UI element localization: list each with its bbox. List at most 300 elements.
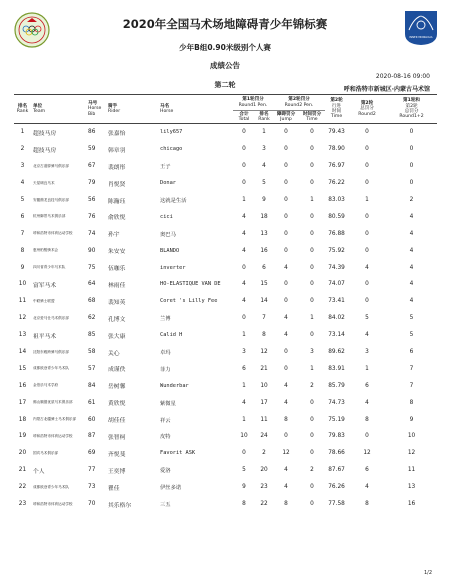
cell-horse: 兰博 xyxy=(160,316,171,323)
cell-round2-timepen: 0 xyxy=(310,129,314,136)
cell-round1-total: 0 xyxy=(242,146,246,153)
cell-round2-total: 0 xyxy=(365,163,369,170)
cell-bib: 67 xyxy=(88,163,96,170)
cell-rank: 23 xyxy=(18,501,27,508)
cell-round12-total: 4 xyxy=(409,230,414,237)
cell-bib: 90 xyxy=(88,247,96,254)
cell-horse: inverter xyxy=(160,264,186,271)
cell-round12-total: 16 xyxy=(407,501,416,508)
cell-round2-jump: 0 xyxy=(284,197,288,203)
cell-round1-total: 5 xyxy=(242,467,246,474)
cell-round2-timepen: 1 xyxy=(310,365,314,372)
cell-round1-rank: 22 xyxy=(260,501,268,508)
cell-horse: Calid H xyxy=(160,332,183,339)
cell-round1-total: 10 xyxy=(240,433,248,440)
cell-round2-timepen: 0 xyxy=(310,298,314,305)
cell-round1-rank: 3 xyxy=(262,146,266,153)
cell-round1-total: 4 xyxy=(242,213,246,220)
cell-round1-total: 8 xyxy=(242,501,246,508)
cell-team: 呼和浩特市体育运动学校 xyxy=(33,433,73,438)
cell-rider: 孙宇 xyxy=(108,232,120,239)
table-row xyxy=(14,445,437,462)
cell-rider: 朱安安 xyxy=(108,249,126,256)
cell-round2-jump: 0 xyxy=(284,365,288,372)
cell-time: 84.02 xyxy=(328,315,345,322)
cell-team: 个人 xyxy=(33,468,45,475)
cell-round1-rank: 6 xyxy=(262,264,266,271)
cell-time: 77.58 xyxy=(328,501,345,508)
cell-horse: Wunderbar xyxy=(160,382,189,389)
cell-bib: 58 xyxy=(88,349,96,356)
cell-bib: 85 xyxy=(88,332,96,339)
cell-team: 中联骑士联盟 xyxy=(33,298,55,303)
cell-round2-total: 8 xyxy=(365,501,369,508)
cell-round2-timepen: 0 xyxy=(310,484,314,491)
cell-round1-total: 4 xyxy=(242,399,246,406)
cell-horse: 菲力 xyxy=(160,366,171,373)
table-row xyxy=(14,141,437,158)
table-row xyxy=(14,360,437,377)
col-round1-rank: 排名 Rank xyxy=(255,111,273,124)
cell-round2-total: 8 xyxy=(365,416,369,423)
table-row xyxy=(14,208,437,225)
cell-round1-rank: 20 xyxy=(260,467,268,474)
cell-time: 76.26 xyxy=(328,484,345,491)
cell-round1-rank: 17 xyxy=(260,399,268,406)
cell-round12-total: 0 xyxy=(409,180,414,187)
cell-rank: 15 xyxy=(18,365,27,372)
cell-round2-timepen: 0 xyxy=(310,450,314,457)
cell-rank: 13 xyxy=(18,332,27,339)
cell-round1-rank: 5 xyxy=(262,180,266,187)
col-time: 第2轮 行进 时间 Time xyxy=(325,95,348,124)
cell-rider: 裴朗彤 xyxy=(108,164,126,171)
cell-horse: cici xyxy=(160,213,173,220)
cell-round12-total: 11 xyxy=(407,467,416,474)
table-row xyxy=(14,293,437,310)
cell-round12-total: 4 xyxy=(409,298,414,305)
cell-horse: 爱洛 xyxy=(160,468,171,475)
cell-time: 74.39 xyxy=(328,264,345,271)
cell-round2-total: 4 xyxy=(365,484,369,491)
page-number: 1/2 xyxy=(423,570,432,576)
cell-team: 国宾马术俱乐部 xyxy=(33,450,59,455)
cell-round1-rank: 16 xyxy=(260,247,268,254)
cell-round12-total: 8 xyxy=(409,399,414,406)
cell-round2-timepen: 0 xyxy=(310,230,314,237)
cell-round2-total: 0 xyxy=(365,298,369,305)
cell-round2-total: 4 xyxy=(365,264,369,271)
col-round2-total: 第2轮 总罚分 Round2 xyxy=(348,95,386,124)
cell-team: 天星调良马术 xyxy=(33,180,55,185)
cell-round2-total: 6 xyxy=(365,467,369,474)
table-row xyxy=(14,192,437,209)
cell-horse: 卓玛 xyxy=(160,350,171,357)
cell-team: 呼和浩特市体育运动学校 xyxy=(33,231,73,236)
cell-rank: 20 xyxy=(18,450,27,457)
cell-round2-timepen: 1 xyxy=(310,197,314,203)
cell-round1-rank: 15 xyxy=(260,281,268,288)
cell-time: 74.07 xyxy=(328,281,345,288)
cell-time: 73.14 xyxy=(328,332,345,339)
cell-round2-total: 0 xyxy=(365,146,369,153)
table-row xyxy=(14,327,437,344)
cell-rank: 4 xyxy=(20,180,25,187)
cell-round2-timepen: 0 xyxy=(310,247,314,254)
cell-round1-total: 0 xyxy=(242,315,246,322)
cell-round2-jump: 4 xyxy=(284,467,288,474)
cell-time: 89.62 xyxy=(328,349,345,356)
cell-round12-total: 6 xyxy=(409,349,414,356)
cell-round12-total: 4 xyxy=(409,264,414,271)
cell-round2-timepen: 2 xyxy=(310,382,314,389)
cell-rank: 10 xyxy=(18,281,27,288)
col-horse: 马名 Horse xyxy=(158,95,233,124)
cell-bib: 87 xyxy=(88,433,96,440)
cell-round12-total: 7 xyxy=(409,382,414,389)
cell-round1-total: 3 xyxy=(242,349,246,356)
cell-rank: 1 xyxy=(20,129,25,136)
round-label: 第二轮 xyxy=(214,81,236,89)
table-row xyxy=(14,344,437,361)
cell-round1-total: 9 xyxy=(242,484,246,491)
cell-round2-total: 1 xyxy=(365,197,369,203)
table-row xyxy=(14,411,437,428)
table-row xyxy=(14,462,437,479)
cell-team: 祖平马术 xyxy=(33,333,57,340)
cell-round2-jump: 0 xyxy=(284,213,288,220)
cell-round2-jump: 8 xyxy=(284,501,288,508)
cell-round12-total: 5 xyxy=(409,332,414,339)
cell-round12-total: 7 xyxy=(409,365,414,372)
cell-time: 80.59 xyxy=(328,213,345,220)
cell-round2-jump: 4 xyxy=(284,332,288,339)
cell-round2-jump: 8 xyxy=(284,416,288,423)
cell-horse: 紫微星 xyxy=(160,400,176,407)
cell-bib: 76 xyxy=(88,213,96,220)
cell-rank: 21 xyxy=(18,467,27,474)
cell-rider: 俞欣悦 xyxy=(108,215,126,222)
cell-rider: 黄欣悦 xyxy=(108,401,126,408)
table-row xyxy=(14,158,437,175)
cell-round2-timepen: 0 xyxy=(310,433,314,440)
cell-rider: 齐悦斐 xyxy=(108,451,126,458)
cell-rider: 关心 xyxy=(108,350,120,357)
cell-round2-jump: 0 xyxy=(284,298,288,305)
cell-team: 成都欧登青少年马术队 xyxy=(33,366,69,371)
cell-round1-rank: 7 xyxy=(262,315,266,322)
cell-rider: 伍咖乐 xyxy=(108,266,126,273)
cell-round1-rank: 8 xyxy=(262,332,266,339)
cell-rank: 11 xyxy=(18,298,27,305)
cell-rank: 22 xyxy=(18,484,27,491)
cell-round1-rank: 10 xyxy=(260,382,268,389)
col-group-round2: 第2轮罚分 Round2 Pen. xyxy=(273,95,325,111)
cell-time: 83.91 xyxy=(328,365,345,372)
cell-round12-total: 0 xyxy=(409,146,414,153)
cell-time: 75.19 xyxy=(328,416,345,423)
col-rider: 骑手 Rider xyxy=(106,95,158,124)
cell-horse: BLANDO xyxy=(160,247,180,254)
table-row xyxy=(14,377,437,394)
cell-round1-total: 1 xyxy=(242,382,246,389)
cell-round12-total: 4 xyxy=(409,213,414,220)
cell-time: 79.43 xyxy=(328,129,345,136)
cell-horse: HO-ELASTIQUE VAN DE xyxy=(160,281,221,288)
cell-round2-timepen: 0 xyxy=(310,146,314,153)
table-row xyxy=(14,276,437,293)
cell-round1-total: 4 xyxy=(242,298,246,305)
cell-team: 内蒙古北疆骑士马术俱乐部 xyxy=(33,417,77,422)
cell-round1-rank: 9 xyxy=(262,197,266,203)
table-row xyxy=(14,428,437,445)
cell-bib: 68 xyxy=(88,298,96,305)
cell-rank: 5 xyxy=(20,197,25,203)
cell-bib: 74 xyxy=(88,230,96,237)
results-notice: 成绩公告 xyxy=(210,61,240,70)
cell-round1-total: 4 xyxy=(242,247,246,254)
cell-round1-total: 1 xyxy=(242,416,246,423)
event-venue: 呼和浩特市新城区·内蒙古马术馆 xyxy=(343,86,430,93)
event-datetime: 2020-08-16 09:00 xyxy=(375,73,430,80)
cell-round2-total: 0 xyxy=(365,213,369,220)
cell-rider: 陈瀚珏 xyxy=(108,198,126,205)
cell-round2-total: 0 xyxy=(365,433,369,440)
cell-round1-total: 6 xyxy=(242,365,246,372)
cell-rank: 14 xyxy=(18,349,27,356)
cell-rider: 胡佳佳 xyxy=(108,418,126,425)
cell-round12-total: 4 xyxy=(409,281,414,288)
cell-round1-total: 0 xyxy=(242,180,246,187)
cell-round1-rank: 11 xyxy=(260,416,268,423)
cell-bib: 59 xyxy=(88,146,96,153)
cell-round2-timepen: 0 xyxy=(310,163,314,170)
cell-round2-total: 0 xyxy=(365,281,369,288)
cell-round1-total: 1 xyxy=(242,197,246,203)
logo-text-top: 内蒙古 xyxy=(414,13,428,18)
cell-team: 成都欧登青少年马术队 xyxy=(33,484,69,489)
cell-bib: 84 xyxy=(88,382,96,389)
cell-rank: 6 xyxy=(20,213,25,220)
cell-horse: lily657 xyxy=(160,129,183,136)
cell-round12-total: 9 xyxy=(409,416,414,423)
cell-round2-jump: 0 xyxy=(284,433,288,440)
cell-round2-total: 4 xyxy=(365,399,369,406)
cell-time: 76.97 xyxy=(328,163,345,170)
cell-round1-total: 0 xyxy=(242,450,246,457)
col-round2-timepen: 时间罚分 Time xyxy=(299,111,325,124)
cell-horse: 奥巴马 xyxy=(160,231,176,238)
cell-bib: 64 xyxy=(88,281,96,288)
cell-round2-jump: 0 xyxy=(284,180,288,187)
cell-bib: 57 xyxy=(88,365,96,372)
cell-time: 76.22 xyxy=(328,180,345,187)
cell-rider: 王奕博 xyxy=(108,468,126,475)
cell-round2-total: 0 xyxy=(365,247,369,254)
cell-round2-total: 6 xyxy=(365,382,369,389)
cell-rider: 张智柯 xyxy=(108,434,126,441)
cell-round2-timepen: 0 xyxy=(310,416,314,423)
cell-round2-timepen: 0 xyxy=(310,264,314,271)
cell-round2-total: 0 xyxy=(365,129,369,136)
cell-team: 四川省青少年马术队 xyxy=(33,265,66,270)
cell-team: 超技马房 xyxy=(33,130,57,137)
cell-round1-rank: 24 xyxy=(260,433,268,440)
cell-time: 73.41 xyxy=(328,298,345,305)
cell-bib: 56 xyxy=(88,197,96,203)
table-row xyxy=(14,175,437,192)
cell-rank: 9 xyxy=(20,264,25,271)
cell-bib: 62 xyxy=(88,315,96,322)
cell-round12-total: 13 xyxy=(407,484,416,491)
cell-round2-total: 0 xyxy=(365,180,369,187)
cell-round2-jump: 4 xyxy=(284,484,288,491)
cell-round1-total: 0 xyxy=(242,163,246,170)
cell-rank: 17 xyxy=(18,399,27,406)
results-table xyxy=(14,94,437,512)
cell-round1-total: 1 xyxy=(242,332,246,339)
cell-rider: 其乐格尔 xyxy=(108,502,132,509)
cell-round1-rank: 18 xyxy=(260,213,268,220)
cell-round2-timepen: 0 xyxy=(310,213,314,220)
cell-time: 78.90 xyxy=(328,146,345,153)
cell-rank: 19 xyxy=(18,433,27,440)
cell-round2-timepen: 0 xyxy=(310,332,314,339)
cell-round2-jump: 12 xyxy=(282,450,290,457)
cell-horse: Favorit ASK xyxy=(160,450,196,457)
col-round1-total: 合计 Total xyxy=(233,111,255,124)
col-rank: 排名 Rank xyxy=(14,95,31,124)
col-group-round1: 第1轮罚分 Round1 Pen. xyxy=(233,95,273,111)
cell-round2-jump: 0 xyxy=(284,281,288,288)
cell-round2-timepen: 0 xyxy=(310,281,314,288)
cell-round12-total: 4 xyxy=(409,247,414,254)
cell-rider: 裴知英 xyxy=(108,299,126,306)
cell-rider: 瞿佳 xyxy=(108,485,120,492)
cell-horse: 皮特 xyxy=(160,434,171,441)
cell-round2-total: 0 xyxy=(365,230,369,237)
cell-time: 83.03 xyxy=(328,197,345,203)
cell-round1-rank: 1 xyxy=(262,129,266,136)
cell-rider: 成谨佚 xyxy=(108,367,126,374)
table-row xyxy=(14,124,437,141)
cell-rider: 肖悦贤 xyxy=(108,181,126,188)
table-row xyxy=(14,259,437,276)
cell-round2-jump: 4 xyxy=(284,399,288,406)
cell-rank: 16 xyxy=(18,382,27,389)
cell-horse: Coret 's Lilly Fee xyxy=(160,298,218,305)
cell-round1-rank: 2 xyxy=(262,450,266,457)
cell-round12-total: 5 xyxy=(409,315,414,322)
table-row xyxy=(14,496,437,513)
cell-team: 北京古道驿骑马俱乐部 xyxy=(33,163,69,168)
cell-horse: chicago xyxy=(160,146,183,153)
col-round2-jump: 障碍罚分 Jump xyxy=(273,111,299,124)
cell-time: 85.79 xyxy=(328,382,345,389)
cell-bib: 77 xyxy=(88,467,96,474)
cell-round2-total: 4 xyxy=(365,332,369,339)
col-team: 单位 Team xyxy=(31,95,86,124)
cell-round1-rank: 21 xyxy=(260,365,268,372)
cell-team: 沈阳东雅跨骑马俱乐部 xyxy=(33,349,69,354)
table-row xyxy=(14,242,437,259)
cell-round12-total: 0 xyxy=(409,129,414,136)
cell-round2-total: 5 xyxy=(365,315,369,322)
cell-round12-total: 2 xyxy=(409,197,414,203)
cell-rider: 张嘉怡 xyxy=(108,130,126,137)
table-row xyxy=(14,225,437,242)
cell-bib: 79 xyxy=(88,180,96,187)
cell-round2-jump: 4 xyxy=(284,382,288,389)
cell-rider: 张大康 xyxy=(108,333,126,340)
cell-team: 金伯乐马术学府 xyxy=(33,383,59,388)
cell-rank: 12 xyxy=(18,315,27,322)
event-subtitle: 少年B组0.90米级别个人赛 xyxy=(179,43,271,52)
logo-text-bottom: INNER MONGOLIA xyxy=(409,36,433,39)
cell-time: 75.92 xyxy=(328,247,345,254)
cell-rider: 林雨佳 xyxy=(108,282,126,289)
cell-round2-total: 1 xyxy=(365,365,369,372)
cell-round2-jump: 0 xyxy=(284,146,288,153)
table-row xyxy=(14,394,437,411)
cell-round12-total: 0 xyxy=(409,163,414,170)
cell-horse: Donar xyxy=(160,180,176,187)
cell-team: 富军马术 xyxy=(33,282,57,289)
col-round12-total: 第1轮和 第2轮 总罚分 Round1+2 xyxy=(386,95,437,124)
cell-round2-jump: 0 xyxy=(284,129,288,136)
cell-time: 78.66 xyxy=(328,450,345,457)
cell-bib: 69 xyxy=(88,450,96,457)
table-row xyxy=(14,479,437,496)
cell-round2-timepen: 2 xyxy=(310,467,314,474)
cell-team: 佛山顺德优质马术俱乐部 xyxy=(33,400,73,405)
cell-round1-rank: 12 xyxy=(260,349,268,356)
cell-round2-jump: 0 xyxy=(284,230,288,237)
cell-round2-timepen: 0 xyxy=(310,501,314,508)
cell-round1-total: 4 xyxy=(242,230,246,237)
cell-team: 呼和浩特市体育运动学校 xyxy=(33,501,73,506)
cell-rank: 18 xyxy=(18,416,27,423)
cell-round2-timepen: 1 xyxy=(310,315,314,322)
cell-round2-jump: 0 xyxy=(284,163,288,170)
cell-bib: 75 xyxy=(88,264,96,271)
cell-round2-timepen: 0 xyxy=(310,399,314,406)
cell-round1-rank: 23 xyxy=(260,484,268,491)
cell-team: 杭州御景马术俱乐部 xyxy=(33,214,66,219)
cell-round2-jump: 0 xyxy=(284,349,288,356)
cell-time: 74.73 xyxy=(328,399,345,406)
cell-team: 北京爱马仕马术俱乐部 xyxy=(33,315,69,320)
cell-round1-total: 4 xyxy=(242,281,246,288)
cell-rank: 2 xyxy=(20,146,25,153)
cell-horse: 祥云 xyxy=(160,417,171,424)
cell-rank: 3 xyxy=(20,163,25,170)
cell-horse: 这就是生活 xyxy=(160,198,187,204)
cell-rank: 8 xyxy=(20,247,25,254)
cell-horse: 伊丝多诺 xyxy=(160,485,182,492)
cell-horse: 王子 xyxy=(160,164,171,171)
cell-round12-total: 12 xyxy=(407,450,416,457)
cell-rider: 岳树馨 xyxy=(108,384,126,391)
cell-round1-total: 0 xyxy=(242,264,246,271)
cell-time: 76.88 xyxy=(328,230,345,237)
cell-bib: 86 xyxy=(88,129,96,136)
cell-round2-jump: 4 xyxy=(284,315,288,322)
cell-bib: 70 xyxy=(88,501,96,508)
cell-bib: 61 xyxy=(88,399,96,406)
page-title: 2020年全国马术场地障碍青少年锦标赛 xyxy=(122,17,328,31)
cell-round2-timepen: 0 xyxy=(310,180,314,187)
